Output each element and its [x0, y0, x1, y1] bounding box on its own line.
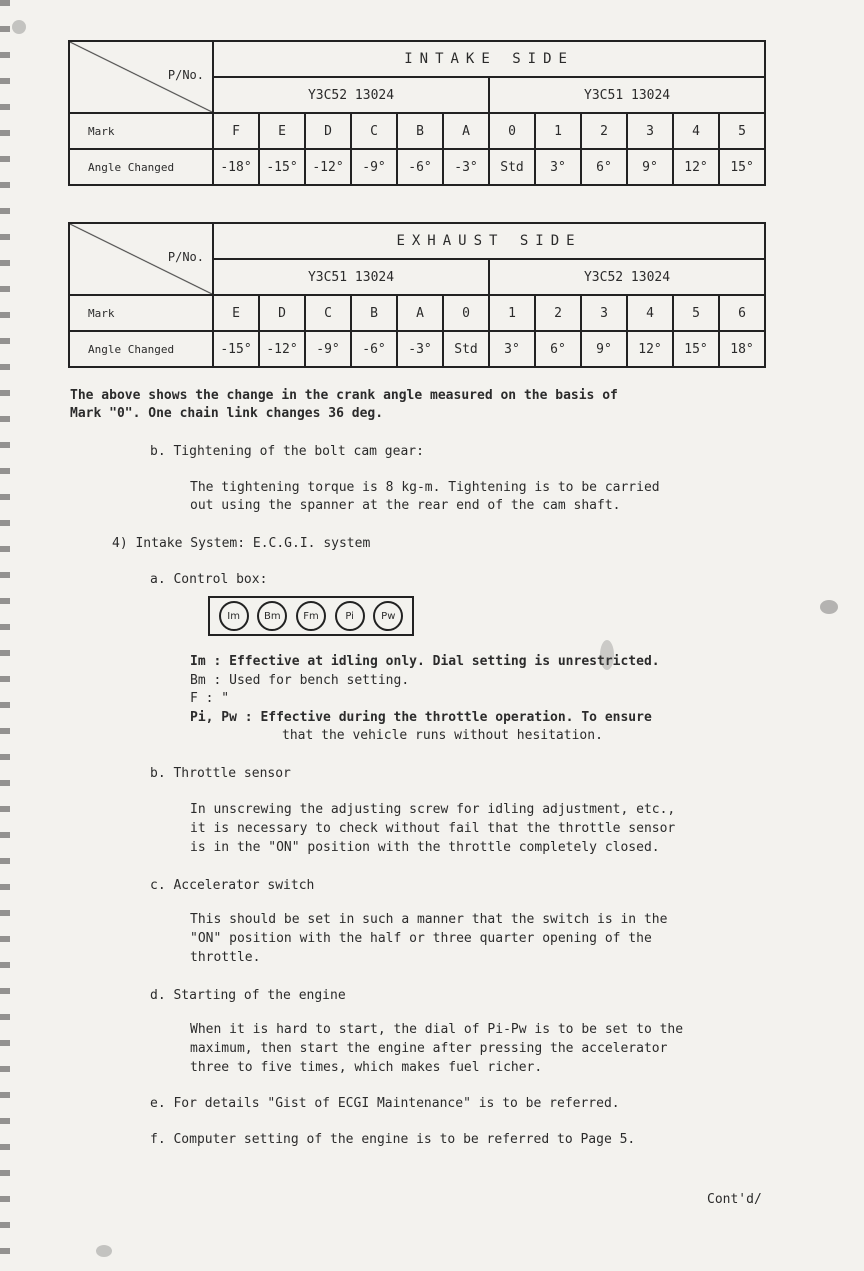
intake-angle-cell: 12° — [673, 149, 719, 185]
control-dial-circle: Im — [219, 601, 249, 631]
intake-mark-label: Mark — [69, 113, 213, 149]
intake-angle-cell: Std — [489, 149, 535, 185]
accel-line-3: throttle. — [190, 950, 261, 965]
accel-heading: c. Accelerator switch — [150, 878, 315, 893]
scan-speck — [12, 20, 26, 34]
intake-angle-cell: 3° — [535, 149, 581, 185]
b-text-2: out using the spanner at the rear end of the cam shaft. — [190, 498, 621, 513]
start-line-1: When it is hard to start, the dial of Pi-Pw is to be set to the — [190, 1022, 684, 1037]
control-dial-circle: Bm — [257, 601, 287, 631]
exhaust-mark-cell: C — [305, 295, 351, 331]
scan-speck — [96, 1245, 112, 1257]
intake-part-right: Y3C51 13024 — [489, 77, 765, 113]
exhaust-angle-cell: -9° — [305, 331, 351, 367]
exhaust-mark-cell: 4 — [627, 295, 673, 331]
intake-mark-cell: 1 — [535, 113, 581, 149]
intake-angle-label: Angle Changed — [69, 149, 213, 185]
exhaust-mark-cell: 5 — [673, 295, 719, 331]
scan-speck — [820, 600, 838, 614]
exhaust-angle-cell: -12° — [259, 331, 305, 367]
throttle-heading: b. Throttle sensor — [150, 766, 291, 781]
exhaust-angle-cell: 12° — [627, 331, 673, 367]
exhaust-header-corner — [69, 223, 213, 295]
intake-angle-cell: -18° — [213, 149, 259, 185]
intake-mark-cell: E — [259, 113, 305, 149]
intake-mark-cell: 3 — [627, 113, 673, 149]
exhaust-mark-cell: E — [213, 295, 259, 331]
intake-angle-cell: 9° — [627, 149, 673, 185]
exhaust-part-left: Y3C51 13024 — [213, 259, 489, 295]
intake-angle-cell: -3° — [443, 149, 489, 185]
exhaust-mark-label: Mark — [69, 295, 213, 331]
intake-pno-label: P/No. — [167, 68, 204, 82]
continued-label: Cont'd/ — [707, 1192, 762, 1207]
exhaust-angle-cell: Std — [443, 331, 489, 367]
intake-mark-cell: B — [397, 113, 443, 149]
intake-mark-cell: 4 — [673, 113, 719, 149]
intake-header-corner — [69, 41, 213, 113]
bm-line: Bm : Used for bench setting. — [190, 673, 410, 688]
start-line-2: maximum, then start the engine after pressing the accelerator — [190, 1041, 668, 1056]
exhaust-angle-cell: 15° — [673, 331, 719, 367]
accel-line-1: This should be set in such a manner that the switch is in the — [190, 912, 668, 927]
e-line: e. For details "Gist of ECGI Maintenance" is to be referred. — [150, 1096, 620, 1111]
throttle-line-3: is in the "ON" position with the throttle completely closed. — [190, 840, 660, 855]
throttle-line-1: In unscrewing the adjusting screw for idling adjustment, etc., — [190, 802, 676, 817]
exhaust-angle-cell: -3° — [397, 331, 443, 367]
intake-angle-cell: -6° — [397, 149, 443, 185]
exhaust-angle-cell: 3° — [489, 331, 535, 367]
intake-angle-cell: -15° — [259, 149, 305, 185]
exhaust-table — [68, 222, 766, 368]
intake-mark-cell: C — [351, 113, 397, 149]
exhaust-part-right: Y3C52 13024 — [489, 259, 765, 295]
a-heading: a. Control box: — [150, 572, 268, 587]
intake-mark-cell: 5 — [719, 113, 765, 149]
f-line: f. Computer setting of the engine is to be referred to Page 5. — [150, 1132, 636, 1147]
exhaust-angle-cell: 6° — [535, 331, 581, 367]
intake-angle-cell: -12° — [305, 149, 351, 185]
control-dial-circle: Fm — [296, 601, 326, 631]
intake-mark-cell: 2 — [581, 113, 627, 149]
pi-line-1: Pi, Pw : Effective during the throttle operation. To ensure — [190, 710, 652, 725]
start-line-3: three to five times, which makes fuel richer. — [190, 1060, 543, 1075]
exhaust-angle-cell: 9° — [581, 331, 627, 367]
intake-mark-cell: 0 — [489, 113, 535, 149]
exhaust-mark-cell: 2 — [535, 295, 581, 331]
exhaust-mark-cell: 1 — [489, 295, 535, 331]
exhaust-mark-cell: 0 — [443, 295, 489, 331]
control-box — [208, 596, 414, 636]
exhaust-angle-cell: -15° — [213, 331, 259, 367]
exhaust-title: EXHAUST SIDE — [213, 223, 765, 259]
control-dial-circle: Pw — [373, 601, 403, 631]
exhaust-angle-cell: -6° — [351, 331, 397, 367]
b-text-1: The tightening torque is 8 kg-m. Tightening is to be carried — [190, 480, 660, 495]
scan-speck — [600, 640, 614, 670]
intake-mark-cell: F — [213, 113, 259, 149]
intake-title: INTAKE SIDE — [213, 41, 765, 77]
b-heading: b. Tightening of the bolt cam gear: — [150, 444, 424, 459]
exhaust-mark-cell: D — [259, 295, 305, 331]
section-4-heading: 4) Intake System: E.C.G.I. system — [112, 536, 371, 551]
fm-line: F : " — [190, 691, 230, 706]
im-line: Im : Effective at idling only. Dial setting is unrestricted. — [190, 654, 660, 669]
pi-line-2: that the vehicle runs without hesitation. — [282, 728, 603, 743]
start-heading: d. Starting of the engine — [150, 988, 346, 1003]
throttle-line-2: it is necessary to check without fail that the throttle sensor — [190, 821, 676, 836]
note-line-1: The above shows the change in the crank angle measured on the basis of — [70, 388, 618, 403]
note-line-2: Mark "0". One chain link changes 36 deg. — [70, 406, 384, 421]
exhaust-angle-cell: 18° — [719, 331, 765, 367]
accel-line-2: "ON" position with the half or three quarter opening of the — [190, 931, 652, 946]
control-dial-circle: Pi — [335, 601, 365, 631]
exhaust-mark-cell: 6 — [719, 295, 765, 331]
intake-mark-cell: D — [305, 113, 351, 149]
binding-holes — [0, 0, 10, 1271]
intake-angle-cell: -9° — [351, 149, 397, 185]
exhaust-pno-label: P/No. — [167, 250, 204, 264]
intake-part-left: Y3C52 13024 — [213, 77, 489, 113]
intake-angle-cell: 15° — [719, 149, 765, 185]
exhaust-mark-cell: 3 — [581, 295, 627, 331]
exhaust-angle-label: Angle Changed — [69, 331, 213, 367]
intake-mark-cell: A — [443, 113, 489, 149]
exhaust-mark-cell: A — [397, 295, 443, 331]
intake-table — [68, 40, 766, 186]
exhaust-mark-cell: B — [351, 295, 397, 331]
intake-angle-cell: 6° — [581, 149, 627, 185]
